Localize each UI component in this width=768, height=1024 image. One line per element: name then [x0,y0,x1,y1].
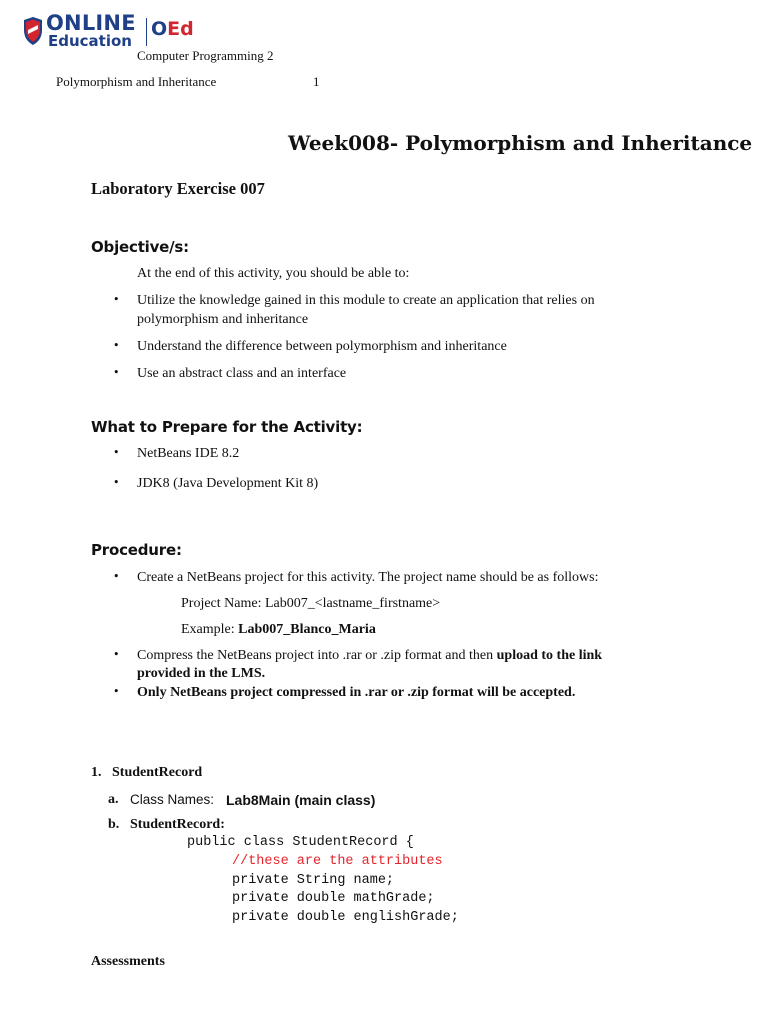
bullet-icon: • [113,293,120,306]
procedure-heading: Procedure: [91,541,182,559]
example-label: Example: [181,622,239,637]
item-a-label: Class Names: [130,792,215,807]
logo-oed-text: OEd [151,18,194,40]
procedure-only: Only NetBeans project compressed in .rar or .zip format will be accepted. [137,685,576,700]
section-title: StudentRecord [112,765,203,780]
bullet-icon: • [113,570,120,583]
header-topic: Polymorphism and Inheritance [56,74,217,89]
item-b-marker: b. [108,817,120,832]
page-title: Week008- Polymorphism and Inheritance [288,131,753,155]
code-line-class: public class StudentRecord { [187,835,414,850]
prepare-heading: What to Prepare for the Activity: [91,418,363,436]
logo-education-text: Education [48,32,132,50]
objective-item-cont: polymorphism and inheritance [137,312,309,327]
prepare-item: JDK8 (Java Development Kit 8) [137,476,319,491]
procedure-example [181,621,376,639]
procedure-compress-cont: provided in the LMS. [137,666,266,681]
item-b-label: StudentRecord: [130,817,225,832]
assessments-label: Assessments [91,954,165,969]
header-page-number: 1 [313,74,320,89]
item-a-marker: a. [108,792,119,807]
bullet-icon: • [113,446,120,459]
logo-online-text: ONLINE [46,11,136,35]
bullet-icon: • [113,476,120,489]
bullet-icon: • [113,366,120,379]
procedure-create: Create a NetBeans project for this activity. The project name should be as follows: [137,570,599,585]
shield-icon [22,16,44,46]
code-line-english: private double englishGrade; [232,910,459,925]
header-course: Computer Programming 2 [137,48,274,63]
bullet-icon: • [113,339,120,352]
procedure-compress [137,647,602,665]
objective-item: Utilize the knowledge gained in this module to create an application that relies on [137,293,595,308]
code-line-math: private double mathGrade; [232,891,435,906]
compress-text: Compress the NetBeans project into .rar or .zip format and then [137,648,497,663]
objectives-intro: At the end of this activity, you should be able to: [137,266,410,281]
procedure-project-name: Project Name: Lab007_<lastname_firstname> [181,596,441,611]
compress-upload: upload to the link [496,648,603,663]
lab-title: Laboratory Exercise 007 [91,179,265,198]
example-value: Lab007_Blanco_Maria [238,622,376,637]
prepare-item: NetBeans IDE 8.2 [137,446,240,461]
bullet-icon: • [113,648,120,661]
objectives-heading: Objective/s: [91,238,189,256]
bullet-icon: • [113,685,120,698]
logo-divider [146,18,147,46]
item-a-value: Lab8Main (main class) [226,792,376,808]
section-number: 1. [91,765,102,780]
objective-item: Use an abstract class and an interface [137,366,347,381]
objective-item: Understand the difference between polymorphism and inheritance [137,339,507,354]
code-line-name: private String name; [232,873,395,888]
code-comment: //these are the attributes [232,854,443,869]
